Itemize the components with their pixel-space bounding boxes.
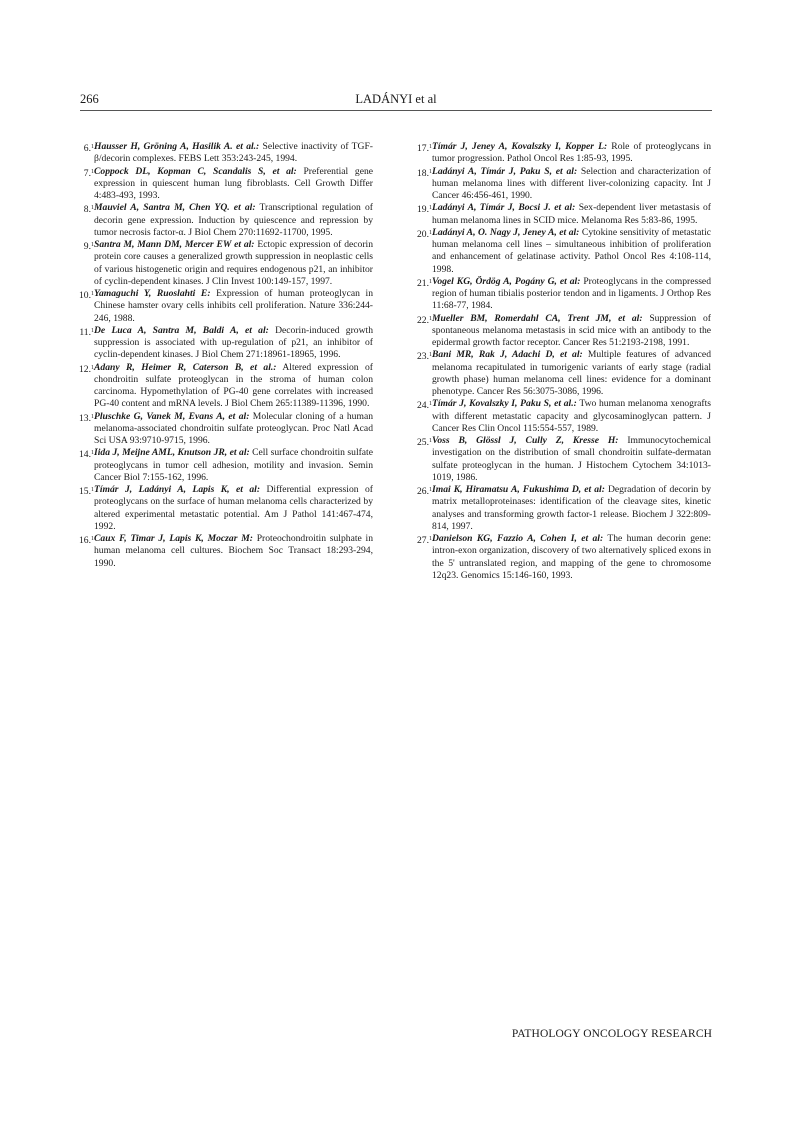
reference-authors: Hausser H, Gröning A, Hasilik A. et al.: xyxy=(94,141,260,152)
running-title: LADÁNYI et al xyxy=(355,92,437,106)
reference-authors: De Luca A, Santra M, Baldi A, et al: xyxy=(94,324,269,336)
reference-number: 24.$^1$ xyxy=(417,400,432,412)
reference-authors: Vogel KG, Ördög A, Pogány G, et al: xyxy=(432,275,581,287)
reference-authors: Mueller BM, Romerdahl CA, Trent JM, et al: xyxy=(432,312,643,324)
reference-text: The human decorin gene: intron-exon organization, discovery of two alternatively spliced exons in the 5' untranslated region, and mapping of the gene to chromosome 12q23. Genomics 15:146-160, 1993. xyxy=(432,533,711,581)
reference-item xyxy=(418,227,711,276)
reference-text: Degradation of decorin by matrix metalloproteinases: identification of the cleavage sites, kinetic analyses and transforming growth factor-1 release. Biochem J 322:809-814, 1997. xyxy=(432,484,711,532)
reference-item xyxy=(80,288,373,325)
reference-authors: Imai K, Hiramatsu A, Fukushima D, et al: xyxy=(432,484,605,495)
reference-authors: Yamaguchi Y, Ruoslahti E: xyxy=(94,288,211,299)
reference-text: Decorin-induced growth suppression is associated with up-regulation of p21, an inhibitor of cyclin-dependent kinases. J Biol Chem 271:18961-18965, 1996. xyxy=(94,324,373,361)
reference-text: Selection and characterization of human melanoma lines with different liver-colonizing capacity. Int J Cancer 46:456-461, 1990. xyxy=(432,165,711,201)
reference-item xyxy=(418,484,711,533)
reference-number: 27.$^1$ xyxy=(417,535,432,546)
reference-text: Cytokine sensitivity of metastatic human melanoma cell lines – simultaneous inhibition of proliferation and enhancement of gelatinase activity. Pathol Oncol Res 4:108-114, 1998. xyxy=(432,226,711,275)
reference-text: Role of proteoglycans in tumor progression. Pathol Oncol Res 1:85-93, 1995. xyxy=(432,141,712,165)
references-left-column xyxy=(80,141,373,570)
reference-number: 11.$^1$ xyxy=(79,326,94,338)
reference-item xyxy=(80,239,373,288)
reference-number: 14.$^1$ xyxy=(79,449,94,461)
reference-authors: Voss B, Glössl J, Cully Z, Kresse H: xyxy=(432,435,619,446)
reference-item xyxy=(418,435,711,484)
reference-number: 19.$^1$ xyxy=(417,204,432,216)
reference-number: 23.$^1$ xyxy=(417,351,432,363)
reference-number: 26.$^1$ xyxy=(417,486,432,497)
reference-authors: Adany R, Heimer R, Caterson B, et al.: xyxy=(94,361,277,373)
reference-item xyxy=(418,398,711,435)
reference-item xyxy=(418,166,711,203)
reference-text: Cell surface chondroitin sulfate proteoglycans in tumor cell adhesion, motility and invasion. Semin Cancer Biol 7:155-162, 1996. xyxy=(94,447,373,483)
reference-authors: Iida J, Meijne AML, Knutson JR, et al: xyxy=(94,447,250,459)
reference-number: 6.$^1$ xyxy=(83,143,94,154)
reference-text: Molecular cloning of a human melanoma-associated chondroitin sulfate proteoglycan. Proc Natl Acad Sci USA 93:9710-9715, 1996. xyxy=(94,410,373,446)
reference-number: 7.$^1$ xyxy=(83,167,94,179)
reference-item xyxy=(80,325,373,362)
reference-item xyxy=(80,141,373,166)
reference-item xyxy=(418,276,711,313)
reference-item xyxy=(80,166,373,203)
reference-text: Expression of human proteoglycan in Chinese hamster ovary cells inhibits cell proliferation. Nature 336:244-246, 1988. xyxy=(94,288,373,324)
reference-item xyxy=(80,411,373,448)
reference-authors: Bani MR, Rak J, Adachi D, et al: xyxy=(432,349,583,361)
references-right-column xyxy=(418,141,711,582)
reference-authors: Tímár J, Jeney A, Kovalszky I, Kopper L: xyxy=(432,141,608,152)
reference-text: Proteochondroitin sulphate in human melanoma cell cultures. Biochem Soc Transact 18:293-294, 1990. xyxy=(94,533,373,569)
reference-item xyxy=(80,484,373,533)
reference-authors: Mauviel A, Santra M, Chen YQ. et al: xyxy=(94,202,256,214)
reference-number: 8.$^1$ xyxy=(83,204,94,216)
reference-text: Proteoglycans in the compressed region of human tibialis posterior tendon and in ligaments. J Orthop Res 11:68-77, 1984. xyxy=(432,275,711,312)
reference-authors: Tímár J, Kovalszky I, Paku S, et al.: xyxy=(432,398,577,410)
reference-number: 18.$^1$ xyxy=(417,167,432,179)
reference-text: Altered expression of chondroitin sulfate proteoglycan in the stroma of human colon carcinoma. Hypomethylation of PG-40 gene correlates with increased PG-40 content and mRNA levels. J Biol Chem 265:11389-11396, 1990. xyxy=(94,361,373,410)
reference-number: 10.$^1$ xyxy=(79,290,94,301)
reference-item xyxy=(80,202,373,239)
reference-item xyxy=(418,202,711,227)
reference-item xyxy=(418,141,711,166)
reference-text: Preferential gene expression in quiescent human lung fibroblasts. Cell Growth Differ 4:483-493, 1993. xyxy=(94,165,374,201)
reference-number: 21.$^1$ xyxy=(417,277,432,289)
reference-item xyxy=(80,533,373,570)
reference-text: Immunocytochemical investigation on the distribution of small chondroitin sulfate-dermatan sulfate proteoglycan in the human. J Histochem Cytochem 34:1013-1019, 1986. xyxy=(432,435,711,483)
reference-authors: Santra M, Mann DM, Mercer EW et al: xyxy=(94,239,255,250)
reference-text: Two human melanoma xenografts with different metastatic capacity and glycosaminoglycan pattern. J Cancer Res Clin Oncol 115:554-557, 1989. xyxy=(432,398,712,434)
reference-number: 17.$^1$ xyxy=(417,143,432,154)
reference-number: 13.$^1$ xyxy=(79,412,94,424)
reference-number: 22.$^1$ xyxy=(417,314,432,326)
reference-text: Ectopic expression of decorin protein core causes a generalized growth suppression in neoplastic cells of various histogenetic origin and requires endogenous p21, an inhibitor of cyclin-dependent kinases. J Clin Invest 100:149-157, 1997. xyxy=(94,239,373,287)
reference-number: 16.$^1$ xyxy=(79,535,94,546)
reference-authors: Ladányi A, Tímár J, Bocsi J. et al: xyxy=(432,202,576,214)
reference-item xyxy=(418,349,711,398)
header-rule xyxy=(80,110,712,111)
reference-text: Multiple features of advanced melanoma recapitulated in tumorigenic variants of early stage (radial growth phase) human melanoma cell lines: evidence for a dominant phenotype. Cancer Res 56:3075-3086, 1996. xyxy=(432,349,711,397)
journal-footer: PATHOLOGY ONCOLOGY RESEARCH xyxy=(511,1028,712,1040)
reference-text: Suppression of spontaneous melanoma metastasis in scid mice with an antibody to the epidermal growth factor receptor. Cancer Res 51:2193-2198, 1991. xyxy=(432,312,711,348)
reference-authors: Ladányi A, Tímár J, Paku S, et al: xyxy=(432,165,578,177)
reference-number: 20.$^1$ xyxy=(417,228,432,240)
reference-authors: Danielson KG, Fazzio A, Cohen I, et al: xyxy=(432,533,604,544)
page-number: 266 xyxy=(80,92,99,106)
page-header xyxy=(80,92,712,108)
reference-number: 15.$^1$ xyxy=(79,486,94,497)
reference-text: Differential expression of proteoglycans on the surface of human melanoma cells characterized by altered experimental metastatic potential. Am J Pathol 141:467-474, 1992. xyxy=(94,484,373,532)
reference-authors: Tímár J, Ladányi A, Lapis K, et al: xyxy=(94,484,261,495)
reference-authors: Ladányi A, O. Nagy J, Jeney A, et al: xyxy=(432,226,580,238)
reference-item xyxy=(80,362,373,411)
reference-text: Selective inactivity of TGF-β/decorin complexes. FEBS Lett 353:243-245, 1994. xyxy=(94,141,373,165)
reference-text: Transcriptional regulation of decorin gene expression. Induction by quiescence and repression by tumor necrosis factor-α. J Biol Chem 270:11692-11700, 1995. xyxy=(94,202,373,238)
reference-item xyxy=(418,313,711,350)
reference-item xyxy=(80,447,373,484)
reference-authors: Pluschke G, Vanek M, Evans A, et al: xyxy=(94,410,250,422)
reference-number: 9.$^1$ xyxy=(83,241,94,252)
reference-authors: Caux F, Timar J, Lapis K, Moczar M: xyxy=(94,533,253,544)
reference-authors: Coppock DL, Kopman C, Scandalis S, et al: xyxy=(94,165,297,177)
reference-text: Sex-dependent liver metastasis of human melanoma lines in SCID mice. Melanoma Res 5:83-86, 1995. xyxy=(432,202,711,226)
reference-number: 12.$^1$ xyxy=(79,363,94,375)
reference-number: 25.$^1$ xyxy=(417,437,432,448)
reference-item xyxy=(418,533,711,582)
